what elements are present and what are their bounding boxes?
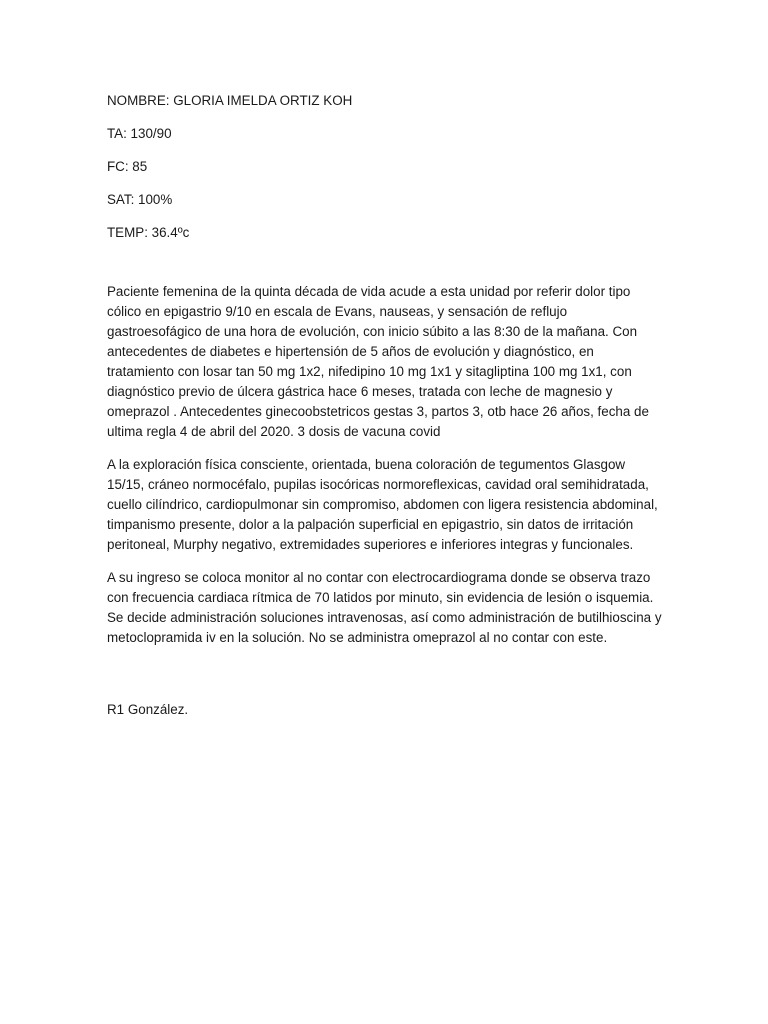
- blood-pressure: TA: 130/90: [107, 126, 172, 141]
- heart-rate: FC: 85: [107, 159, 148, 174]
- document-content: [107, 91, 663, 720]
- physical-exam-paragraph: A la exploración física consciente, orientada, buena coloración de tegumentos Glasgow 15/15, cráneo normocéfalo, pupilas isocóricas normoreflexicas, cavidad oral semihidratada, cuello cilíndrico, cardiopulmonar sin compromiso, abdomen con ligera resistencia abdominal, timpanismo presente, dolor a la palpación superficial en epigastrio, sin datos de irritación peritoneal, Murphy negativo, extremidades superiores e inferiores integras y funcionales.: [107, 457, 658, 552]
- signature: R1 González.: [107, 702, 189, 717]
- temperature: TEMP: 36.4ºc: [107, 225, 190, 240]
- patient-name: NOMBRE: GLORIA IMELDA ORTIZ KOH: [107, 93, 353, 108]
- patient-vitals: [107, 91, 663, 243]
- oxygen-saturation: SAT: 100%: [107, 192, 173, 207]
- history-paragraph: Paciente femenina de la quinta década de vida acude a esta unidad por referir dolor tipo cólico en epigastrio 9/10 en escala de Evans, nauseas, y sensación de reflujo gastroesofágico de una hora de evolución, con inicio súbito a las 8:30 de la mañana. Con antecedentes de diabetes e hipertensión de 5 años de evolución y diagnóstico, en tratamiento con losar tan 50 mg 1x2, nifedipino 10 mg 1x1 y sitagliptina 100 mg 1x1, con diagnóstico previo de úlcera gástrica hace 6 meses, tratada con leche de magnesio y omeprazol . Antecedentes ginecoobstetricos gestas 3, partos 3, otb hace 26 años, fecha de ultima regla 4 de abril del 2020. 3 dosis de vacuna covid: [107, 284, 649, 439]
- treatment-paragraph: A su ingreso se coloca monitor al no contar con electrocardiograma donde se observa trazo con frecuencia cardiaca rítmica de 70 latidos por minuto, sin evidencia de lesión o isquemia. Se decide administración soluciones intravenosas, así como administración de butilhioscina y metoclopramida iv en la solución. No se administra omeprazol al no contar con este.: [107, 570, 662, 645]
